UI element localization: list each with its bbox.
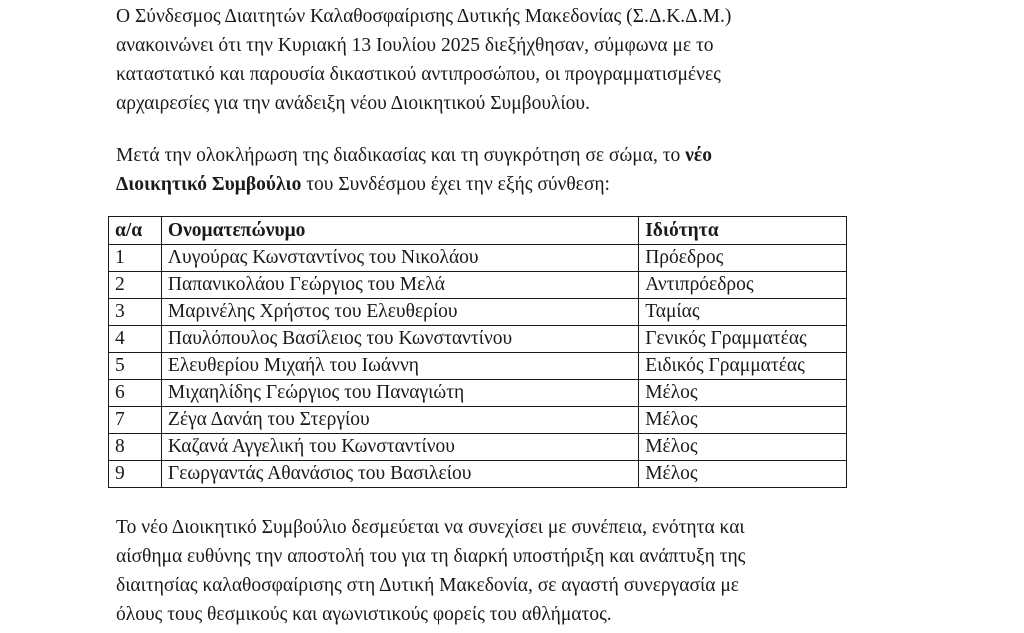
cell-name: Μαρινέλης Χρήστος του Ελευθερίου xyxy=(161,299,638,326)
cell-name: Παυλόπουλος Βασίλειος του Κωνσταντίνου xyxy=(161,326,638,353)
cell-name: Παπανικολάου Γεώργιος του Μελά xyxy=(161,272,638,299)
closing-line: όλους τους θεσμικούς και αγωνιστικούς φορείς του αθλήματος. xyxy=(116,604,612,625)
cell-number: 8 xyxy=(109,434,162,461)
table-row xyxy=(109,380,847,407)
cell-number: 5 xyxy=(109,353,162,380)
composition-line xyxy=(116,141,906,170)
composition-line xyxy=(116,170,906,199)
cell-role: Ταμίας xyxy=(639,299,847,326)
cell-number: 9 xyxy=(109,461,162,488)
cell-role: Αντιπρόεδρος xyxy=(639,272,847,299)
cell-role: Γενικός Γραμματέας xyxy=(639,326,847,353)
cell-name: Καζανά Αγγελική του Κωνσταντίνου xyxy=(161,434,638,461)
table-row xyxy=(109,407,847,434)
header-number: α/α xyxy=(109,217,162,245)
table-row xyxy=(109,353,847,380)
cell-role: Ειδικός Γραμματέας xyxy=(639,353,847,380)
cell-number: 7 xyxy=(109,407,162,434)
table-row xyxy=(109,434,847,461)
composition-bold-text: νέο xyxy=(685,145,712,166)
closing-paragraph xyxy=(116,513,906,629)
board-members-table xyxy=(108,216,847,488)
cell-name: Λυγούρας Κωνσταντίνος του Νικολάου xyxy=(161,245,638,272)
cell-role: Μέλος xyxy=(639,407,847,434)
table-row xyxy=(109,461,847,488)
table-row xyxy=(109,272,847,299)
cell-name: Γεωργαντάς Αθανάσιος του Βασιλείου xyxy=(161,461,638,488)
table-row xyxy=(109,299,847,326)
table-body xyxy=(109,245,847,488)
intro-paragraph xyxy=(116,2,906,118)
cell-number: 1 xyxy=(109,245,162,272)
composition-bold-text: Διοικητικό Συμβούλιο xyxy=(116,174,302,195)
cell-number: 2 xyxy=(109,272,162,299)
cell-role: Μέλος xyxy=(639,434,847,461)
header-role: Ιδιότητα xyxy=(639,217,847,245)
cell-name: Ελευθερίου Μιχαήλ του Ιωάννη xyxy=(161,353,638,380)
cell-number: 4 xyxy=(109,326,162,353)
intro-line: Ο Σύνδεσμος Διαιτητών Καλαθοσφαίρισης Δυτικής Μακεδονίας (Σ.Δ.Κ.Δ.Μ.) xyxy=(116,6,732,27)
closing-line: αίσθημα ευθύνης την αποστολή του για τη διαρκή υποστήριξη και ανάπτυξη της xyxy=(116,546,746,567)
closing-line: Το νέο Διοικητικό Συμβούλιο δεσμεύεται να συνεχίσει με συνέπεια, ενότητα και xyxy=(116,517,745,538)
table-row xyxy=(109,326,847,353)
cell-role: Πρόεδρος xyxy=(639,245,847,272)
header-name: Ονοματεπώνυμο xyxy=(161,217,638,245)
cell-role: Μέλος xyxy=(639,461,847,488)
composition-text: Μετά την ολοκλήρωση της διαδικασίας και τη συγκρότηση σε σώμα, το xyxy=(116,145,686,166)
cell-number: 6 xyxy=(109,380,162,407)
intro-line: ανακοινώνει ότι την Κυριακή 13 Ιουλίου 2025 διεξήχθησαν, σύμφωνα με το xyxy=(116,35,714,56)
cell-role: Μέλος xyxy=(639,380,847,407)
intro-line: καταστατικό και παρουσία δικαστικού αντιπροσώπου, οι προγραμματισμένες xyxy=(116,64,721,85)
table-row xyxy=(109,245,847,272)
composition-paragraph xyxy=(116,141,906,199)
closing-line: διαιτησίας καλαθοσφαίρισης στη Δυτική Μακεδονία, σε αγαστή συνεργασία με xyxy=(116,575,739,596)
cell-number: 3 xyxy=(109,299,162,326)
intro-line: αρχαιρεσίες για την ανάδειξη νέου Διοικητικού Συμβουλίου. xyxy=(116,93,590,114)
cell-name: Ζέγα Δανάη του Στεργίου xyxy=(161,407,638,434)
cell-name: Μιχαηλίδης Γεώργιος του Παναγιώτη xyxy=(161,380,638,407)
composition-text: του Συνδέσμου έχει την εξής σύνθεση: xyxy=(301,174,610,195)
table-header-row xyxy=(109,217,847,245)
